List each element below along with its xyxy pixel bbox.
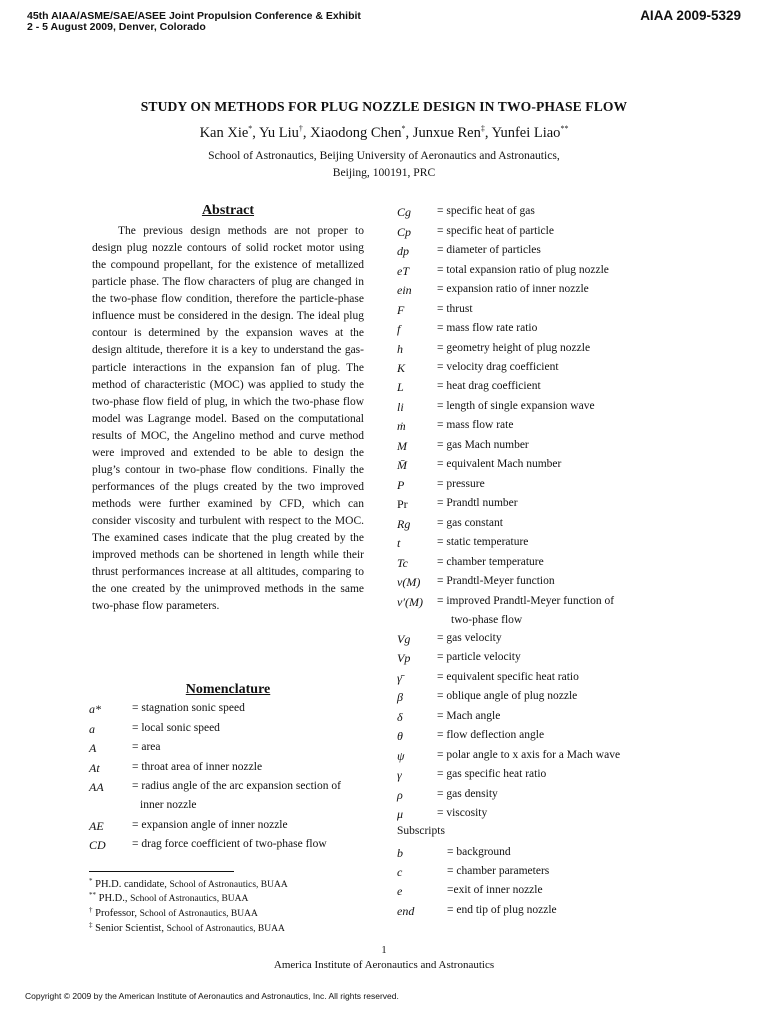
subscript-entry (397, 904, 697, 923)
nomenclature-definition: = pressure (437, 478, 485, 490)
nomenclature-definition: = expansion ratio of inner nozzle (437, 283, 589, 295)
nomenclature-entry (89, 741, 379, 760)
nomenclature-symbol: CD (89, 838, 106, 852)
nomenclature-definition: = Prandtl-Meyer function (437, 575, 555, 587)
footnote (89, 906, 258, 919)
nomenclature-symbol: Cg (397, 205, 412, 219)
footnote-org: School of Astronautics, BUAA (166, 924, 285, 934)
nomenclature-entry (89, 780, 379, 799)
author-mark: ** (560, 124, 569, 133)
nomenclature-entry (89, 761, 379, 780)
nomenclature-symbol: P (397, 478, 405, 492)
nomenclature-entry (397, 517, 697, 536)
author-mark: * (248, 124, 253, 133)
nomenclature-entry (397, 729, 697, 748)
nomenclature-definition: = diameter of particles (437, 244, 541, 256)
nomenclature-definition: = local sonic speed (132, 722, 220, 734)
nomenclature-definition: = gas Mach number (437, 439, 529, 451)
nomenclature-symbol: Pr (397, 497, 408, 511)
publisher-line: America Institute of Aeronautics and Astronautics (273, 959, 495, 971)
subscript-symbol: c (397, 865, 403, 879)
nomenclature-definition: = mass flow rate (437, 419, 514, 431)
nomenclature-entry (89, 702, 379, 721)
author-name: Xiaodong Chen (310, 125, 402, 141)
footnote-role: PH.D., (98, 893, 128, 904)
nomenclature-entry (397, 807, 697, 826)
nomenclature-definition: = equivalent specific heat ratio (437, 671, 579, 683)
nomenclature-symbol: eT (397, 264, 409, 278)
author-name: Junxue Ren (412, 125, 481, 141)
nomenclature-definition: = oblique angle of plug nozzle (437, 690, 578, 702)
nomenclature-symbol: μ (397, 807, 404, 821)
nomenclature-entry (89, 722, 379, 741)
nomenclature-symbol: f (397, 322, 401, 336)
nomenclature-definition: = flow deflection angle (437, 729, 545, 741)
nomenclature-symbol: Vp (397, 651, 411, 665)
nomenclature-symbol: F (397, 303, 405, 317)
footnote-role: Senior Scientist, (95, 923, 164, 934)
nomenclature-definition-continued: two-phase flow (451, 614, 523, 626)
nomenclature-definition: = length of single expansion wave (437, 400, 595, 412)
nomenclature-symbol: K (397, 361, 406, 375)
nomenclature-entry (397, 536, 697, 555)
nomenclature-symbol: ν′(M) (397, 595, 423, 609)
nomenclature-definition: = specific heat of particle (437, 225, 554, 237)
conference-dates: 2 - 5 August 2009, Denver, Colorado (27, 21, 206, 33)
author-mark: ‡ (480, 124, 485, 133)
affiliation-line-1: School of Astronautics, Beijing University of Aeronautics and Astronautics, (208, 149, 560, 162)
subscripts-heading: Subscripts (397, 825, 445, 837)
paper-title: STUDY ON METHODS FOR PLUG NOZZLE DESIGN IN TWO-PHASE FLOW (140, 99, 628, 114)
nomenclature-entry (397, 768, 697, 787)
nomenclature-definition: = Prandtl number (437, 497, 518, 509)
author-name: Yu Liu (259, 125, 299, 141)
abstract-heading: Abstract (201, 203, 255, 218)
nomenclature-entry (397, 419, 697, 438)
subscript-definition: = background (447, 846, 511, 858)
nomenclature-entry (397, 400, 697, 419)
subscript-definition: =exit of inner nozzle (447, 884, 543, 896)
nomenclature-entry (397, 283, 697, 302)
nomenclature-definition: = particle velocity (437, 651, 521, 663)
nomenclature-entry (397, 556, 697, 575)
nomenclature-definition: = area (132, 741, 161, 753)
subscript-entry (397, 846, 697, 865)
nomenclature-definition: = static temperature (437, 536, 529, 548)
nomenclature-entry (397, 342, 697, 361)
nomenclature-definition: = gas specific heat ratio (437, 768, 547, 780)
nomenclature-section (92, 682, 364, 698)
nomenclature-symbol: dp (397, 244, 409, 258)
footnote-org: School of Astronautics, BUAA (130, 894, 249, 904)
nomenclature-symbol: Cp (397, 225, 412, 239)
nomenclature-definition: = thrust (437, 303, 473, 315)
footnote-divider (89, 871, 234, 872)
nomenclature-definition: = gas constant (437, 517, 503, 529)
nomenclature-symbol: ψ (397, 749, 405, 763)
nomenclature-symbol: At (89, 761, 100, 775)
nomenclature-entry (397, 322, 697, 341)
nomenclature-entry (397, 244, 697, 263)
nomenclature-symbol: A (89, 741, 97, 755)
nomenclature-entry-continued (89, 799, 379, 818)
footnote-role: PH.D. candidate, (95, 879, 167, 890)
footnote-org: School of Astronautics, BUAA (169, 880, 288, 890)
nomenclature-symbol: ṁ (397, 419, 406, 433)
nomenclature-symbol: ρ (397, 788, 403, 802)
nomenclature-definition: = gas density (437, 788, 498, 800)
nomenclature-entry (397, 439, 697, 458)
nomenclature-heading: Nomenclature (185, 682, 271, 697)
subscript-definition: = chamber parameters (447, 865, 550, 877)
nomenclature-definition-continued: inner nozzle (140, 799, 197, 811)
nomenclature-entry (397, 380, 697, 399)
nomenclature-entry (397, 749, 697, 768)
nomenclature-entry (397, 710, 697, 729)
nomenclature-symbol: ein (397, 283, 412, 297)
subscript-entry (397, 884, 697, 903)
author-mark: † (298, 124, 303, 133)
nomenclature-symbol: γ (397, 768, 402, 782)
nomenclature-entry (397, 205, 697, 224)
subscript-entry (397, 865, 697, 884)
subscript-symbol: b (397, 846, 403, 860)
nomenclature-symbol: AA (89, 780, 104, 794)
nomenclature-entry (397, 788, 697, 807)
subscript-symbol: end (397, 904, 415, 918)
nomenclature-entry (397, 595, 697, 614)
author-list: Kan Xie*, Yu Liu†, Xiaodong Chen*, Junxue Ren‡, Yunfei Liao** (199, 124, 569, 141)
subscript-symbol: e (397, 884, 403, 898)
nomenclature-entry (89, 819, 379, 838)
nomenclature-symbol: L (397, 380, 404, 394)
running-header (27, 11, 361, 33)
nomenclature-definition: = geometry height of plug nozzle (437, 342, 591, 354)
author-name: Yunfei Liao (491, 125, 561, 141)
footnote-mark: † (89, 906, 93, 914)
nomenclature-entry-continued (397, 614, 697, 633)
paper-id: AIAA 2009-5329 (640, 8, 741, 23)
nomenclature-symbol: a (89, 722, 95, 736)
nomenclature-entry (397, 303, 697, 322)
abstract-body: The previous design methods are not proper to design plug nozzle contours of solid rocket motor using the compound propellant, for the existence of metallized particle phase. The flow characters of plug are changed in the two-phase flow condition, therefore the particle-phase influence must be considered in the design. The ideal plug contour is determined by the expansion waves at the design altitude, therefore it is a key to understand the gas-particle interactions in the expansion fan of plug. The method of characteristic (MOC) was applied to study the two-phase flow field of plug, in which the two-phase flow model was Lagrange model. Based on the computational results of MOC, the Angelino method and curve method were improved and extended to be able to design the plug’s contour in two-phase flow conditions. Finally the performances of the plugs created by the two improved methods were further examined by CFD, which can consider viscosity and turbulent with respect to the MOC. The examined cases indicate that the plug created by the improved methods can be shortened in length while their thrust performances increase at all altitudes, comparing to the one created by the unimproved methods in the same two-phase flow parameters. (92, 225, 364, 613)
nomenclature-entry (397, 264, 697, 283)
author-mark: * (401, 124, 406, 133)
nomenclature-definition: = chamber temperature (437, 556, 544, 568)
nomenclature-entry (397, 651, 697, 670)
nomenclature-symbol: M̄ (397, 458, 407, 472)
nomenclature-definition: = throat area of inner nozzle (132, 761, 263, 773)
nomenclature-symbol: δ (397, 710, 403, 724)
nomenclature-definition: = stagnation sonic speed (132, 702, 245, 714)
footnote (89, 921, 285, 934)
nomenclature-symbol: t (397, 536, 401, 550)
nomenclature-symbol: ν(M) (397, 575, 421, 589)
nomenclature-definition: = heat drag coefficient (437, 380, 541, 392)
footnote-mark: * (89, 877, 93, 885)
nomenclature-symbol: θ (397, 729, 403, 743)
nomenclature-definition: = polar angle to x axis for a Mach wave (437, 749, 621, 761)
footnote-role: Professor, (95, 908, 137, 919)
nomenclature-entry (397, 690, 697, 709)
nomenclature-entry (397, 632, 697, 651)
affiliation-line-2: Beijing, 100191, PRC (332, 166, 436, 179)
nomenclature-symbol: li (397, 400, 404, 414)
nomenclature-definition: = gas velocity (437, 632, 502, 644)
nomenclature-definition: = specific heat of gas (437, 205, 535, 217)
nomenclature-definition: = equivalent Mach number (437, 458, 562, 470)
author-name: Kan Xie (199, 125, 249, 141)
nomenclature-definition: = total expansion ratio of plug nozzle (437, 264, 609, 276)
nomenclature-entry (397, 478, 697, 497)
nomenclature-definition: = drag force coefficient of two-phase flow (132, 838, 327, 850)
conference-name: 45th AIAA/ASME/SAE/ASEE Joint Propulsion Conference & Exhibit (27, 10, 361, 22)
page-number: 1 (381, 945, 387, 956)
footnote-mark: ‡ (89, 921, 93, 929)
nomenclature-entry (397, 361, 697, 380)
nomenclature-entry (397, 575, 697, 594)
nomenclature-entry (397, 497, 697, 516)
nomenclature-symbol: γ̄ (397, 671, 402, 685)
abstract-section (92, 203, 364, 219)
nomenclature-definition: = mass flow rate ratio (437, 322, 538, 334)
nomenclature-entry (397, 225, 697, 244)
footnote-org: School of Astronautics, BUAA (139, 909, 258, 919)
copyright-notice: Copyright © 2009 by the American Institute of Aeronautics and Astronautics, Inc. All rights reserved. (25, 991, 399, 1001)
nomenclature-definition: = radius angle of the arc expansion section of (132, 780, 341, 792)
nomenclature-symbol: a* (89, 702, 101, 716)
nomenclature-definition: = improved Prandtl-Meyer function of (437, 595, 615, 607)
nomenclature-symbol: Tc (397, 556, 408, 570)
nomenclature-definition: = expansion angle of inner nozzle (132, 819, 288, 831)
nomenclature-entry (397, 671, 697, 690)
nomenclature-entry (89, 838, 379, 857)
nomenclature-symbol: M (397, 439, 407, 453)
footnote (89, 877, 288, 890)
nomenclature-definition: = Mach angle (437, 710, 501, 722)
nomenclature-symbol: Rg (397, 517, 411, 531)
nomenclature-definition: = velocity drag coefficient (437, 361, 559, 373)
footnote-mark: ** (89, 891, 96, 899)
nomenclature-entry (397, 458, 697, 477)
subscript-definition: = end tip of plug nozzle (447, 904, 557, 916)
nomenclature-symbol: Vg (397, 632, 411, 646)
nomenclature-definition: = viscosity (437, 807, 488, 819)
footnote (89, 891, 248, 904)
nomenclature-symbol: h (397, 342, 403, 356)
nomenclature-symbol: β (397, 690, 403, 704)
nomenclature-symbol: AE (89, 819, 104, 833)
